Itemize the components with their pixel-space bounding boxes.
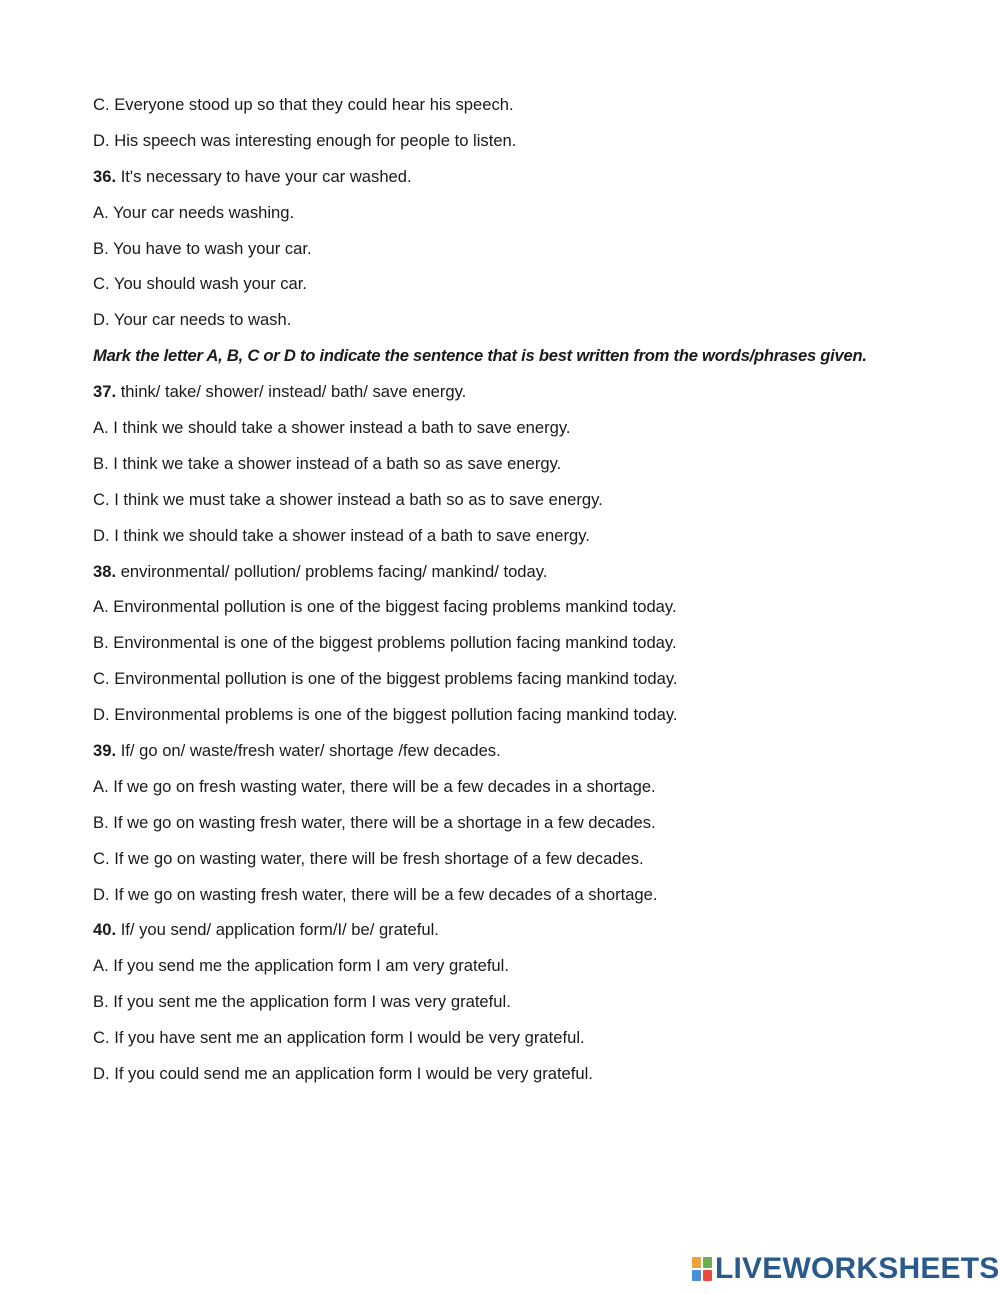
q36-option-c: C. You should wash your car.	[93, 274, 308, 294]
logo-wordmark: LIVEWORKSHEETS	[715, 1252, 1000, 1285]
q39-number: 39.	[93, 741, 117, 761]
q40-option-d: D. If you could send me an application form I would be very grateful.	[93, 1064, 593, 1084]
liveworksheets-logo-icon	[692, 1257, 712, 1281]
logo-square-red	[703, 1270, 712, 1281]
q38-option-c: C. Environmental pollution is one of the biggest problems facing mankind today.	[93, 669, 678, 689]
q36-option-b: B. You have to wash your car.	[93, 238, 312, 258]
q39-option-c: C. If we go on wasting water, there will be fresh shortage of a few decades.	[93, 848, 644, 868]
q39-option-b: B. If we go on wasting fresh water, there will be a shortage in a few decades.	[93, 812, 656, 832]
q36-option-d: D. Your car needs to wash.	[93, 310, 292, 330]
q37-prompt-text: think/ take/ shower/ instead/ bath/ save energy.	[116, 382, 467, 402]
q38-prompt-text: environmental/ pollution/ problems facing/ mankind/ today.	[116, 561, 548, 581]
q38-prompt	[93, 556, 973, 592]
q37-option-a: A. I think we should take a shower instead a bath to save energy.	[93, 418, 571, 438]
q40-prompt-text: If/ you send/ application form/I/ be/ grateful.	[116, 920, 439, 940]
q35-option-d: D. His speech was interesting enough for people to listen.	[93, 130, 517, 150]
q36-prompt	[93, 161, 973, 197]
logo-square-blue	[692, 1270, 701, 1281]
q40-option-a: A. If you send me the application form I am very grateful.	[93, 956, 509, 976]
q40-prompt	[93, 914, 973, 950]
q36-number: 36.	[93, 166, 117, 186]
logo-square-orange	[692, 1257, 701, 1268]
q37-option-c: C. I think we must take a shower instead a bath so as to save energy.	[93, 489, 603, 509]
logo-square-green	[703, 1257, 712, 1268]
q36-prompt-text: It's necessary to have your car washed.	[116, 166, 412, 186]
q35-option-c: C. Everyone stood up so that they could hear his speech.	[93, 95, 514, 114]
q40-option-b: B. If you sent me the application form I was very grateful.	[93, 992, 511, 1012]
q37-number: 37.	[93, 382, 117, 402]
q39-option-a: A. If we go on fresh wasting water, there will be a few decades in a shortage.	[93, 776, 656, 796]
q36-option-a: A. Your car needs washing.	[93, 202, 295, 222]
q40-number: 40.	[93, 920, 117, 940]
q38-option-a: A. Environmental pollution is one of the biggest facing problems mankind today.	[93, 597, 677, 617]
liveworksheets-logo	[692, 1252, 1000, 1286]
section-instruction: Mark the letter A, B, C or D to indicate the sentence that is best written from the words/phrases given.	[93, 346, 867, 366]
q38-option-d: D. Environmental problems is one of the biggest pollution facing mankind today.	[93, 705, 678, 725]
q38-option-b: B. Environmental is one of the biggest problems pollution facing mankind today.	[93, 633, 677, 653]
q37-prompt	[93, 376, 973, 412]
q39-prompt	[93, 735, 973, 771]
worksheet-page	[93, 89, 973, 1094]
q39-option-d: D. If we go on wasting fresh water, there will be a few decades of a shortage.	[93, 884, 658, 904]
q40-option-c: C. If you have sent me an application form I would be very grateful.	[93, 1028, 585, 1048]
q37-option-d: D. I think we should take a shower instead of a bath to save energy.	[93, 525, 590, 545]
q39-prompt-text: If/ go on/ waste/fresh water/ shortage /few decades.	[116, 741, 501, 761]
q37-option-b: B. I think we take a shower instead of a bath so as save energy.	[93, 453, 562, 473]
q38-number: 38.	[93, 561, 117, 581]
